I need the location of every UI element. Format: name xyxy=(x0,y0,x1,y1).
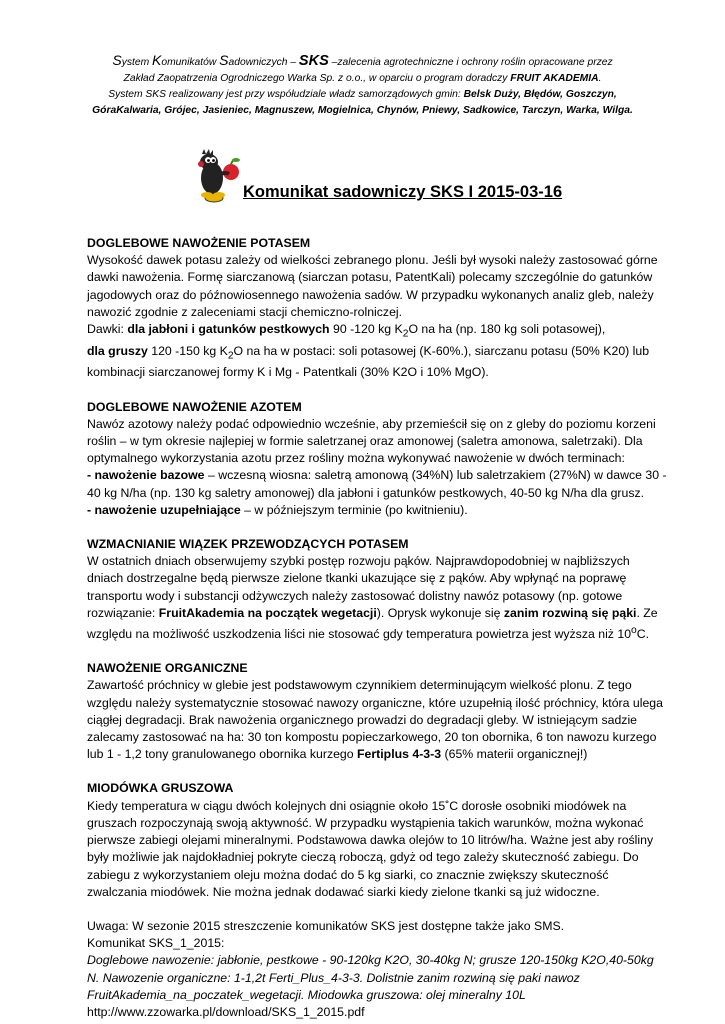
paragraph: Zawartość próchnicy w glebie jest podstawowym czynnikiem determinującym wielkość plonu. Z tego względu należy systematycznie stosować nawozy organiczne, które uzupełnią ilość próchnicy, która ulega ciągłej degradacji. Brak nawożenia organicznego prowadzi do degradacji gleby. W istniejącym sadzie zalecamy zastosować na ha: 30 ton kompostu popieczarkowego, 20 ton obornika, 6 ton nawozu kurzego lub 1 - 1,2 tony granulowanego obornika kurzego Fertiplus 4-3-3 (65% materii organicznej!) xyxy=(87,678,663,762)
header-line-1: System Komunikatów Sadowniczych – SKS –zalecenia agrotechniczne i ochrony roślin opracowane przez xyxy=(112,52,613,69)
document-header xyxy=(40,52,685,119)
paragraph-doses: Dawki: dla jabłoni i gatunków pestkowych 90 -120 kg $K_2O$ na ha (np. 180 kg soli potasowej), xyxy=(87,322,606,340)
mole-mascot-icon xyxy=(188,148,244,206)
section-heading: DOGLEBOWE NAWOŻENIE POTASEM xyxy=(87,236,311,250)
sms-note: Uwaga: W sezonie 2015 streszczenie komunikatów SKS jest dostępne także jako SMS. xyxy=(87,918,565,933)
paragraph: W ostatnich dniach obserwujemy szybki postęp rozwoju pąków. Najprawdopodobniej w najbliższych dniach dostrzegalne będą pierwsze zielone tkanki ukazujące się z pąków. Aby wpłynąć na poprawę transportu wody i substancji odżywczych należy zastosować dolistny nawóz potasowy (np. gotowe rozwiązanie: FruitAkademia na początek wegetacji). Oprysk wykonuje się zanim rozwiną się pąki. Ze względu na możliwość uszkodzenia liści nie stosować gdy temperatura powietrza jest wyższa niż 10$^o$C. xyxy=(87,554,658,642)
header-line-2: Zakład Zaopatrzenia Ogrodniczego Warka Sp. z o.o., w oparciu o program doradczy FRUIT AKADEMIA. xyxy=(123,73,602,84)
section-vascular xyxy=(87,536,667,643)
section-potassium xyxy=(87,235,667,382)
sms-summary: Doglebowe nawozenie: jabłonie, pestkowe - 90-120kg K2O, 30-40kg N; grusze 120-150kg K2O,40-50kg N. Nawozenie organiczne: 1-1,2t Ferti_Plus_4-3-3. Dolistnie zanim rozwiną się paki nawoz FruitAkademia_na_poczatek_wegetacji. Miodowka gruszowa: olej mineralny 10L xyxy=(87,953,654,1002)
header-line-4: GóraKalwaria, Grójec, Jasieniec, Magnuszew, Mogielnica, Chynów, Pniewy, Sadkowice, Tarczyn, Warka, Wilga. xyxy=(92,105,633,116)
section-heading: WZMACNIANIE WIĄZEK PRZEWODZĄCYCH POTASEM xyxy=(87,536,409,551)
section-heading: DOGLEBOWE NAWOŻENIE AZOTEM xyxy=(87,399,302,414)
sms-label: Komunikat SKS_1_2015: xyxy=(87,936,225,951)
paragraph: Wysokość dawek potasu zależy od wielkości zebranego plonu. Jeśli był wysoki należy zastosować górne dawki nawożenia. Formę siarczanową (siarczan potasu, PatentKali) polecamy szczególnie do gatunków jagodowych oraz do późnowiosennego nawożenia sadów. W przypadku wykonanych analiz gleb, należy nawozić zgodnie z zaleceniami stacji chemiczno-rolniczej. xyxy=(87,253,658,319)
page-title: Komunikat sadowniczy SKS I 2015-03-16 xyxy=(243,183,563,201)
section-heading: NAWOŻENIE ORGANICZNE xyxy=(87,661,248,676)
document-body xyxy=(87,235,667,1021)
section-footer xyxy=(87,918,667,1021)
section-psylla xyxy=(87,780,667,900)
list-item: - nawożenie uzupełniające – w późniejszym terminie (po kwitnieniu). xyxy=(87,502,468,517)
section-organic xyxy=(87,660,667,763)
paragraph: Nawóz azotowy należy podać odpowiednio wcześnie, aby przemieścił się on z gleby do poziomu korzeni roślin – w tym okresie najlepiej w formie saletrzanej oraz amonowej (saletra amonowa, saletrzaki). Dla optymalnego wykorzystania azotu przez rośliny można wykonywać nawożenie w dwóch terminach: xyxy=(87,416,656,466)
paragraph: Kiedy temperatura w ciągu dwóch kolejnych dni osiągnie około 15˚C dorosłe osobniki miodówek na gruszach rozpoczynają swoją aktywność. W przypadku wystąpienia takich warunków, można wykonać pierwsze zabiegi olejami mineralnymi. Podstawowa dawka olejów to 10 litrów/ha. Ważne jest aby rośliny były możliwie jak najdokładniej pokryte cieczą roboczą, gdyż od tego zależy skuteczność zabiegu. Do zabiegu z wykorzystaniem oleju można dodać do 5 kg siarki, co znacznie zwiększy skuteczność zwalczania miodówek. Nie można jednak dodawać siarki kiedy zielone tkanki są już widoczne. xyxy=(87,798,654,899)
header-line-3: System SKS realizowany jest przy współudziale władz samorządowych gmin: Belsk Duży, Błędów, Goszczyn, xyxy=(108,89,617,100)
paragraph-pear-doses: dla gruszy 120 -150 kg $K_2O$ na ha w postaci: soli potasowej (K-60%.), siarczanu potasu (50% K20) lub kombinacji siarczanowej formy K i Mg - Patentkali (30% K2O i 10% MgO). xyxy=(87,343,650,380)
section-nitrogen xyxy=(87,399,667,519)
section-heading: MIODÓWKA GRUSZOWA xyxy=(87,781,234,796)
list-item: - nawożenie bazowe – wczesną wiosna: saletrą amonową (34%N) lub saletrzakiem (27%N) w dawce 30 - 40 kg N/ha (np. 130 kg saletry amonowej) dla jabłoni i gatunków pestkowych, 40-50 kg N/ha dla grusz. xyxy=(87,468,667,500)
download-link[interactable]: http://www.zzowarka.pl/download/SKS_1_2015.pdf xyxy=(87,1004,365,1019)
